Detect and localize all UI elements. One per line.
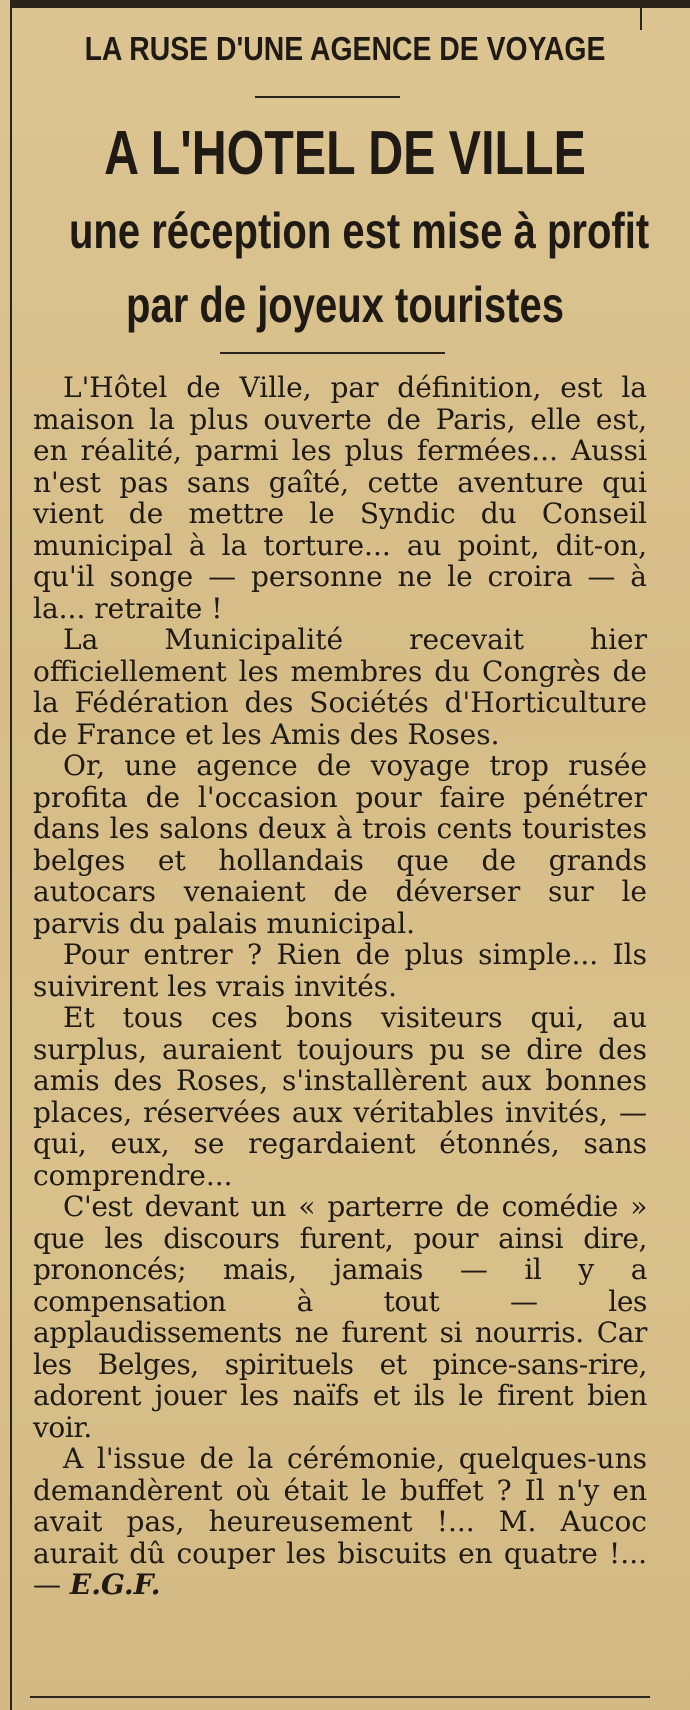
kicker-divider: [255, 96, 400, 98]
paragraph-7: [33, 1443, 647, 1601]
headline-sub-2: par de joyeux touristes: [126, 277, 564, 333]
headline-sub-1: une réception est mise à profit: [69, 203, 650, 259]
paragraph-7-text: A l'issue de la cérémonie, quelques-uns demandèrent où était le buffet ? Il n'y en avait pas, heureusement !... M. Aucoc aurait dû couper les biscuits en quatre !... —: [33, 1442, 647, 1601]
right-column-rule: [640, 0, 642, 30]
paragraph-4: Pour entrer ? Rien de plus simple... Ils suivirent les vrais invités.: [33, 938, 647, 1003]
paragraph-5: Et tous ces bons visiteurs qui, au surplus, auraient toujours pu se dire des amis des Roses, s'installèrent aux bonnes places, réservées aux véritables invités, — qui, eux, se regardaient étonnés, sans comprendre...: [33, 1001, 647, 1192]
paragraph-2: La Municipalité recevait hier officiellement les membres du Congrès de la Fédération des Sociétés d'Horticulture de France et les Amis des Roses.: [33, 623, 647, 751]
left-column-rule: [10, 0, 12, 1710]
top-border-rule: [10, 0, 690, 8]
author-signature: E.G.F.: [69, 1568, 161, 1601]
article-kicker: LA RUSE D'UNE AGENCE DE VOYAGE: [84, 30, 606, 67]
headline-divider: [220, 352, 445, 354]
bottom-rule: [30, 1696, 650, 1698]
paragraph-6: C'est devant un « parterre de comédie » que les discours furent, pour ainsi dire, prononcés; mais, jamais — il y a compensation à tout — les applaudissements ne furent si nourris. Car les Belges, spirituels et pince-sans-rire, adorent jouer les naïfs et ils le firent bien voir.: [33, 1190, 647, 1444]
headline-main: A L'HOTEL DE VILLE: [104, 119, 586, 188]
article-body: [33, 372, 647, 1601]
paragraph-3: Or, une agence de voyage trop rusée profita de l'occasion pour faire pénétrer dans les salons deux à trois cents touristes belges et hollandais que de grands autocars venaient de déverser sur le parvis du palais municipal.: [33, 749, 647, 940]
paragraph-1: L'Hôtel de Ville, par définition, est la maison la plus ouverte de Paris, elle est, en réalité, parmi les plus fermées... Aussi n'est pas sans gaîté, cette aventure qui vient de mettre le Syndic du Conseil municipal à la torture... au point, dit-on, qu'il songe — personne ne le croira — à la... retraite !: [33, 371, 647, 625]
